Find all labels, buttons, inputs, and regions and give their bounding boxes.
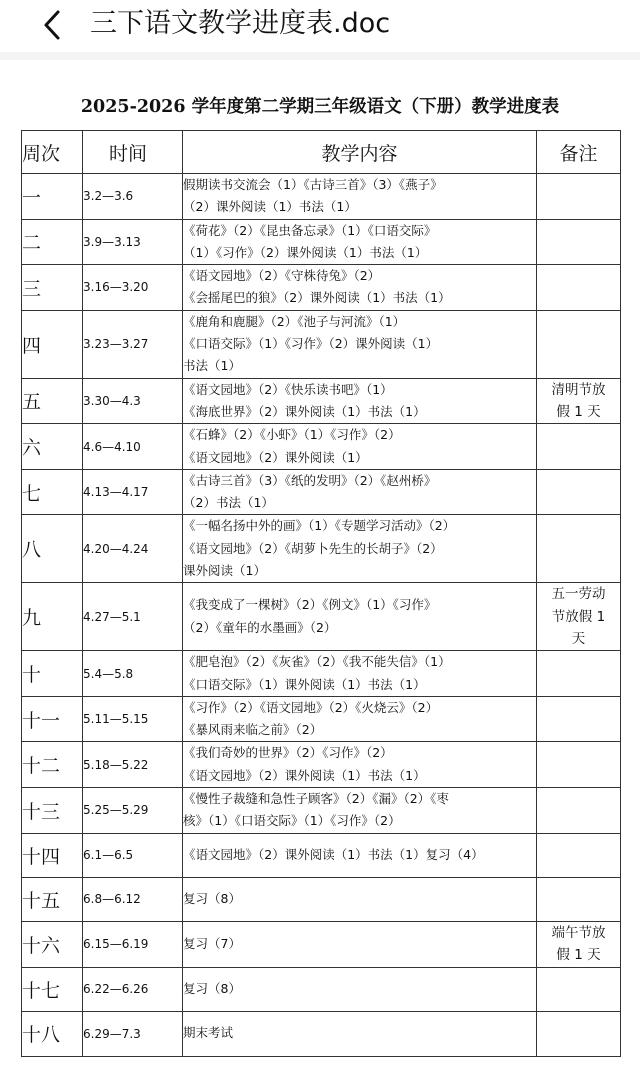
note-cell xyxy=(537,921,621,967)
time-cell: 3.23—3.27 xyxy=(83,310,183,378)
note-line: 清明节放 xyxy=(551,381,606,398)
week-cell: 十七 xyxy=(22,967,83,1011)
week-cell: 十六 xyxy=(22,921,83,967)
content-cell xyxy=(183,833,537,877)
content-line: （2）《童年的水墨画》（2） xyxy=(183,619,337,635)
note-line: 端午节放 xyxy=(551,924,606,941)
content-cell xyxy=(183,877,537,921)
document-title: 2025-2026 学年度第二学期三年级语文（下册）教学进度表 xyxy=(80,97,560,117)
content-line: 《语文园地》（2）课外阅读（1）书法（1） xyxy=(183,767,426,783)
content-cell xyxy=(183,651,537,697)
content-line: 书法（1） xyxy=(183,358,241,374)
week-cell: 十一 xyxy=(22,696,83,742)
table-row xyxy=(22,515,621,583)
time-cell: 3.16—3.20 xyxy=(83,265,183,311)
content-line: 《语文园地》（2）《胡萝卜先生的长胡子》（2） xyxy=(183,540,443,556)
content-line: 课外阅读（1） xyxy=(183,563,266,579)
content-line: 《语文园地》（2）课外阅读（1）书法（1）复习（4） xyxy=(183,846,484,862)
content-line: 《习作》（2）《语文园地》（2）《火烧云》（2） xyxy=(183,699,439,715)
content-cell xyxy=(183,174,537,220)
note-cell xyxy=(537,696,621,742)
week-cell: 八 xyxy=(22,515,83,583)
time-cell: 5.11—5.15 xyxy=(83,696,183,742)
content-line: 复习（8） xyxy=(183,890,241,906)
table-row xyxy=(22,833,621,877)
time-cell: 6.1—6.5 xyxy=(83,833,183,877)
table-row xyxy=(22,424,621,470)
table-row xyxy=(22,967,621,1011)
time-cell: 3.2—3.6 xyxy=(83,174,183,220)
week-cell: 五 xyxy=(22,378,83,424)
week-cell: 十 xyxy=(22,651,83,697)
note-cell xyxy=(537,1011,621,1056)
time-cell: 6.29—7.3 xyxy=(83,1011,183,1056)
content-line: 《语文园地》（2）课外阅读（1） xyxy=(183,449,368,465)
note-line: 假 1 天 xyxy=(556,947,601,964)
note-cell xyxy=(537,310,621,378)
time-cell: 4.6—4.10 xyxy=(83,424,183,470)
week-cell: 十二 xyxy=(22,742,83,788)
content-line: 《一幅名扬中外的画》（1）《专题学习活动》（2） xyxy=(183,518,456,534)
content-line: 假期读书交流会（1）《古诗三首》（3）《燕子》 xyxy=(183,177,443,192)
time-cell: 5.4—5.8 xyxy=(83,651,183,697)
week-cell: 四 xyxy=(22,310,83,378)
content-cell xyxy=(183,219,537,265)
note-cell xyxy=(537,174,621,220)
content-line: 《会摇尾巴的狼》（2）课外阅读（1）书法（1） xyxy=(183,290,451,306)
table-row xyxy=(22,921,621,967)
content-line: 《暴风雨来临之前》（2） xyxy=(183,722,323,738)
content-line: （1）《习作》（2）课外阅读（1）书法（1） xyxy=(183,244,428,260)
column-header-time: 时间 xyxy=(83,131,183,174)
note-line: 天 xyxy=(571,630,586,647)
table-row xyxy=(22,1011,621,1056)
content-line: 《语文园地》（2）《守株待兔》（2） xyxy=(183,268,381,284)
note-cell xyxy=(537,788,621,834)
table-row xyxy=(22,469,621,515)
content-cell xyxy=(183,696,537,742)
time-cell: 4.13—4.17 xyxy=(83,469,183,515)
note-cell xyxy=(537,742,621,788)
week-cell: 六 xyxy=(22,424,83,470)
column-header-note: 备注 xyxy=(537,131,621,174)
note-line: 假 1 天 xyxy=(556,403,601,420)
content-cell xyxy=(183,469,537,515)
week-cell: 十三 xyxy=(22,788,83,834)
week-cell: 一 xyxy=(22,174,83,220)
week-cell: 十八 xyxy=(22,1011,83,1056)
note-cell xyxy=(537,378,621,424)
content-line: 核》（1）《口语交际》（1）《习作》（2） xyxy=(183,813,401,829)
week-cell: 九 xyxy=(22,583,83,651)
column-header-week: 周次 xyxy=(22,131,83,174)
table-row xyxy=(22,742,621,788)
content-line: 《古诗三首》（3）《纸的发明》（2）《赵州桥》 xyxy=(183,472,437,488)
time-cell: 4.27—5.1 xyxy=(83,583,183,651)
time-cell: 5.25—5.29 xyxy=(83,788,183,834)
content-line: （2）书法（1） xyxy=(183,495,274,511)
content-line: 《石蜂》（2）《小虾》（1）《习作》（2） xyxy=(183,427,401,443)
table-row xyxy=(22,265,621,311)
note-cell xyxy=(537,877,621,921)
content-line: 期末考试 xyxy=(183,1025,234,1041)
table-row xyxy=(22,219,621,265)
content-cell xyxy=(183,265,537,311)
content-line: 《肥皂泡》（2）《灰雀》（2）《我不能失信》（1） xyxy=(183,654,451,670)
content-line: 《口语交际》（1）课外阅读（1）书法（1） xyxy=(183,676,426,692)
content-line: 复习（7） xyxy=(183,935,241,951)
table-row xyxy=(22,696,621,742)
note-cell xyxy=(537,515,621,583)
back-button[interactable] xyxy=(38,8,72,42)
content-line: （2）课外阅读（1）书法（1） xyxy=(183,199,357,215)
week-cell: 二 xyxy=(22,219,83,265)
note-line: 节放假 1 xyxy=(551,608,606,625)
time-cell: 6.8—6.12 xyxy=(83,877,183,921)
content-line: 《口语交际》（1）《习作》（2）课外阅读（1） xyxy=(183,336,439,352)
note-cell xyxy=(537,424,621,470)
time-cell: 5.18—5.22 xyxy=(83,742,183,788)
note-cell xyxy=(537,651,621,697)
content-line: 《我们奇妙的世界》（2）《习作》（2） xyxy=(183,745,393,761)
content-cell xyxy=(183,310,537,378)
note-cell xyxy=(537,219,621,265)
content-line: 《海底世界》（2）课外阅读（1）书法（1） xyxy=(183,403,426,419)
table-header-row xyxy=(22,131,621,174)
week-cell: 七 xyxy=(22,469,83,515)
time-cell: 3.30—4.3 xyxy=(83,378,183,424)
content-cell xyxy=(183,1011,537,1056)
table-row xyxy=(22,310,621,378)
note-line: 五一劳动 xyxy=(551,586,606,603)
content-cell xyxy=(183,515,537,583)
content-line: 《慢性子裁缝和急性子顾客》（2）《漏》（2）《枣 xyxy=(183,791,449,807)
content-cell xyxy=(183,378,537,424)
content-cell xyxy=(183,742,537,788)
header-divider xyxy=(0,52,640,60)
content-line: 《荷花》（2）《昆虫备忘录》（1）《口语交际》 xyxy=(183,222,437,238)
table-row xyxy=(22,378,621,424)
content-line: 复习（8） xyxy=(183,980,241,996)
note-cell xyxy=(537,583,621,651)
top-bar xyxy=(0,0,640,53)
table-row xyxy=(22,174,621,220)
table-row xyxy=(22,583,621,651)
week-cell: 十五 xyxy=(22,877,83,921)
content-cell xyxy=(183,921,537,967)
content-cell xyxy=(183,424,537,470)
note-cell xyxy=(537,469,621,515)
schedule-table xyxy=(21,130,621,1057)
time-cell: 4.20—4.24 xyxy=(83,515,183,583)
content-line: 《鹿角和鹿腿》（2）《池子与河流》（1） xyxy=(183,313,406,329)
time-cell: 6.22—6.26 xyxy=(83,967,183,1011)
time-cell: 6.15—6.19 xyxy=(83,921,183,967)
note-cell xyxy=(537,833,621,877)
column-header-content: 教学内容 xyxy=(183,131,537,174)
content-cell xyxy=(183,583,537,651)
note-cell xyxy=(537,967,621,1011)
table-row xyxy=(22,651,621,697)
content-cell xyxy=(183,788,537,834)
content-cell xyxy=(183,967,537,1011)
content-line: 《我变成了一棵树》（2）《例文》（1）《习作》 xyxy=(183,597,437,613)
note-cell xyxy=(537,265,621,311)
chevron-left-icon xyxy=(38,8,72,42)
document-file-name: 三下语文教学进度表.doc xyxy=(90,8,391,39)
week-cell: 三 xyxy=(22,265,83,311)
table-row xyxy=(22,788,621,834)
time-cell: 3.9—3.13 xyxy=(83,219,183,265)
week-cell: 十四 xyxy=(22,833,83,877)
table-row xyxy=(22,877,621,921)
content-line: 《语文园地》（2）《快乐读书吧》（1） xyxy=(183,381,393,397)
